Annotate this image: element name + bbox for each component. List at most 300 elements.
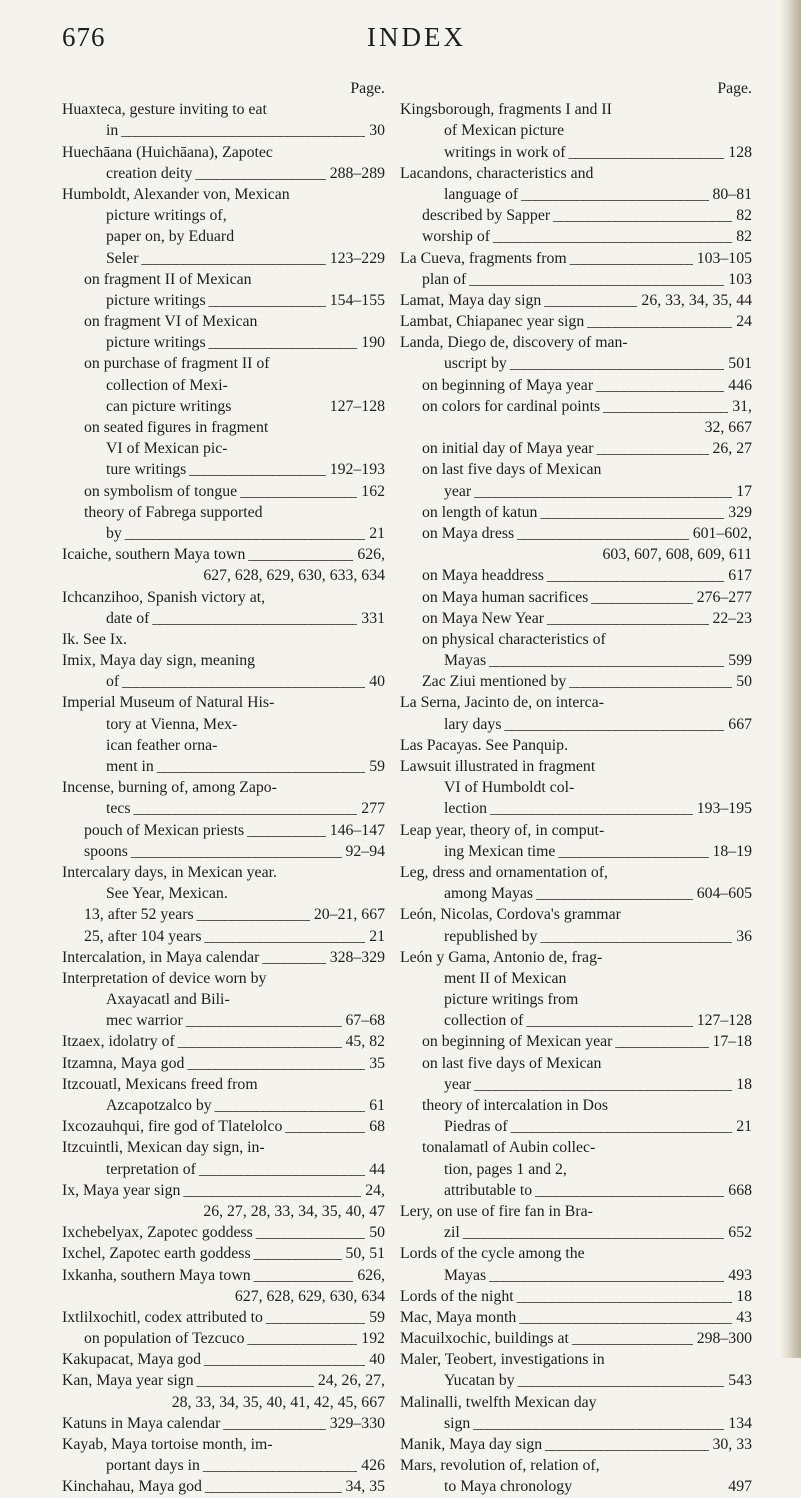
- page-reference: 80–81: [709, 184, 753, 205]
- index-entry: [62, 353, 385, 374]
- page-reference: 162: [357, 481, 385, 502]
- index-entry: [400, 99, 752, 120]
- index-entry: [62, 1074, 385, 1095]
- entry-text: ture writings: [106, 461, 187, 479]
- entry-text: Huechāana (Huichāana), Zapotec: [62, 143, 273, 161]
- index-entry: [400, 353, 752, 374]
- page-reference: 103: [724, 269, 752, 290]
- page-reference: 192: [357, 1328, 385, 1349]
- page-reference: 667: [724, 714, 752, 735]
- page-reference: 288–289: [326, 163, 385, 184]
- index-entry: [62, 565, 385, 586]
- page-reference: 134: [724, 1413, 752, 1434]
- entry-text: portant days in: [106, 1457, 200, 1475]
- entry-text: Seler: [106, 249, 139, 267]
- index-entry: [62, 1392, 385, 1413]
- index-entry: [400, 459, 752, 480]
- page-reference: 446: [724, 375, 752, 396]
- page-reference: 35: [365, 1053, 385, 1074]
- page-reference: 50, 51: [342, 1243, 386, 1264]
- index-entry: [62, 820, 385, 841]
- entry-text: Lords of the night: [400, 1287, 514, 1305]
- index-entry: [62, 1053, 385, 1074]
- index-entry: [400, 777, 752, 798]
- index-entry: [62, 1307, 385, 1328]
- index-entry: [400, 375, 752, 396]
- entry-text: Manik, Maya day sign: [400, 1436, 543, 1453]
- index-entry: [62, 947, 385, 968]
- entry-text: on Maya human sacrifices: [422, 588, 589, 606]
- entry-text: Imperial Museum of Natural His-: [62, 694, 275, 712]
- entry-text: on Maya dress: [422, 524, 515, 542]
- page-reference: 36: [732, 926, 752, 947]
- entry-text: theory of Fabrega supported: [84, 503, 263, 521]
- index-entry: [62, 1159, 385, 1180]
- entry-text: on purchase of fragment II of: [84, 355, 270, 373]
- entry-text: zil: [444, 1224, 460, 1242]
- page-reference: 601–602,: [689, 523, 752, 544]
- page-reference: 44: [365, 1159, 385, 1180]
- entry-text: uscript by: [444, 355, 507, 373]
- index-entry: [400, 184, 752, 205]
- entry-text: of Mexican picture: [444, 122, 565, 140]
- index-entry: [400, 1243, 752, 1264]
- entry-text: on beginning of Maya year: [422, 376, 594, 394]
- entry-text: on beginning of Mexican year: [422, 1033, 613, 1051]
- page-reference: 127–128: [693, 1010, 752, 1031]
- entry-text: Imix, Maya day sign, meaning: [62, 652, 256, 670]
- index-entry: [400, 841, 752, 862]
- page-reference: 626,: [353, 1265, 385, 1286]
- page-reference: 18: [732, 1074, 752, 1095]
- entry-text: 627, 628, 629, 630, 634: [234, 1287, 385, 1305]
- index-entry: [62, 629, 385, 650]
- index-entry: [62, 1116, 385, 1137]
- entry-text: Ixtlilxochitl, codex attributed to: [62, 1308, 263, 1326]
- page-reference: 68: [365, 1116, 385, 1137]
- page-reference: 146–147: [326, 820, 385, 841]
- page-reference: 50: [732, 671, 752, 692]
- entry-text: on initial day of Maya year: [422, 440, 594, 458]
- entry-text: Axayacatl and Bili-: [106, 991, 230, 1009]
- entry-text: mec warrior: [106, 1012, 183, 1030]
- page-reference: 298–300: [693, 1328, 752, 1349]
- entry-text: Yucatan by: [444, 1372, 515, 1390]
- entry-text: Ixkanha, southern Maya town: [62, 1266, 251, 1284]
- page-reference: 652: [724, 1222, 752, 1243]
- index-entry: [400, 926, 752, 947]
- index-entry: [400, 862, 752, 883]
- index-entry: [62, 692, 385, 713]
- index-entry: [400, 671, 752, 692]
- index-entry: [400, 544, 752, 565]
- index-entry: [400, 1328, 752, 1349]
- page-reference: 22–23: [709, 608, 753, 629]
- entry-text: 13, after 52 years: [84, 906, 194, 924]
- page-header: [62, 22, 771, 62]
- index-entry: [62, 841, 385, 862]
- entry-text: collection of: [444, 1012, 524, 1030]
- index-column-right: [400, 78, 752, 1498]
- page-reference: 154–155: [326, 290, 385, 311]
- entry-text: Kinchahau, Maya god: [62, 1478, 202, 1496]
- page-reference: 26, 33, 34, 35, 44: [637, 290, 752, 311]
- page-reference: 40: [365, 1349, 385, 1370]
- entry-text: picture writings of,: [106, 207, 227, 225]
- index-entry: [62, 926, 385, 947]
- entry-text: picture writings from: [444, 991, 579, 1009]
- entry-text: Mac, Maya month: [400, 1308, 517, 1326]
- index-entry: [400, 608, 752, 629]
- entry-text: Kakupacat, Maya god: [62, 1351, 202, 1369]
- index-entry: [62, 1010, 385, 1031]
- page-reference: 277: [357, 798, 385, 819]
- entry-text: on fragment II of Mexican: [84, 270, 252, 288]
- entry-text: La Cueva, fragments from: [400, 249, 567, 267]
- entry-text: Mayas: [444, 1266, 487, 1284]
- index-entry: [400, 692, 752, 713]
- page-reference: 599: [724, 650, 752, 671]
- page-reference: 18–19: [709, 841, 753, 862]
- entry-text: Lamat, Maya day sign: [400, 291, 542, 309]
- index-entry: [62, 1095, 385, 1116]
- index-entry: [62, 544, 385, 565]
- page-reference: 40: [365, 671, 385, 692]
- index-entry: [62, 1031, 385, 1052]
- page-reference: 59: [365, 756, 385, 777]
- entry-text: on colors for cardinal points: [422, 397, 601, 415]
- index-entry: [400, 120, 752, 141]
- entry-text: on symbolism of tongue: [84, 482, 238, 500]
- index-entry: [400, 502, 752, 523]
- entry-text: paper on, by Eduard: [106, 228, 235, 246]
- entry-text: terpretation of: [106, 1160, 196, 1178]
- page-reference: 543: [724, 1370, 752, 1391]
- entry-text: on length of katun: [422, 503, 538, 521]
- index-entry: [400, 820, 752, 841]
- index-entry: [400, 1180, 752, 1201]
- index-entry: [62, 608, 385, 629]
- entry-text: Interpretation of device worn by: [62, 969, 267, 987]
- page-reference: 18: [732, 1286, 752, 1307]
- entry-text: Ichcanzihoo, Spanish victory at,: [62, 588, 266, 606]
- entry-text: León, Nicolas, Cordova's grammar: [400, 906, 621, 924]
- index-entry: [400, 1413, 752, 1434]
- page-reference: 26, 27: [709, 438, 753, 459]
- page-reference: 59: [365, 1307, 385, 1328]
- page-reference: 193–195: [693, 798, 752, 819]
- entry-text: in: [106, 122, 119, 140]
- entry-text: pouch of Mexican priests: [84, 821, 245, 839]
- entry-text: collection of Mexi-: [106, 376, 228, 394]
- entry-text: Las Pacayas. See Panquip.: [400, 736, 569, 754]
- index-entry: [400, 1434, 752, 1455]
- entry-text: sign: [444, 1414, 471, 1432]
- entry-text: La Serna, Jacinto de, on interca-: [400, 694, 604, 712]
- index-entry: [62, 1349, 385, 1370]
- index-entry: [62, 163, 385, 184]
- index-entry: [62, 756, 385, 777]
- page-reference: 24: [732, 311, 752, 332]
- index-entry: [400, 481, 752, 502]
- index-entry: [400, 226, 752, 247]
- index-entry: [400, 1053, 752, 1074]
- entry-text: theory of intercalation in Dos: [422, 1097, 608, 1114]
- entry-text: tecs: [106, 800, 131, 818]
- index-entry: [400, 311, 752, 332]
- entry-text: described by Sapper: [422, 207, 551, 225]
- page-reference: 21: [365, 523, 385, 544]
- index-entry: [62, 1137, 385, 1158]
- entry-text: Ix, Maya year sign: [62, 1181, 181, 1199]
- page-reference: 17: [732, 481, 752, 502]
- entry-text: Maler, Teobert, investigations in: [400, 1351, 605, 1369]
- index-entry: [62, 862, 385, 883]
- entry-text: tion, pages 1 and 2,: [444, 1160, 567, 1178]
- index-entry: [400, 968, 752, 989]
- entry-text: date of: [106, 609, 150, 627]
- page-reference: 20–21, 667: [310, 904, 385, 925]
- index-entry: [400, 332, 752, 353]
- index-column-left: [62, 78, 385, 1498]
- entry-text: 32, 667: [704, 419, 752, 436]
- entry-text: Lords of the cycle among the: [400, 1245, 585, 1263]
- entry-text: Intercalation, in Maya calendar: [62, 948, 260, 966]
- index-entry: [62, 269, 385, 290]
- entry-text: on population of Tezcuco: [84, 1330, 245, 1348]
- entry-text: Humboldt, Alexander von, Mexican: [62, 185, 290, 203]
- entry-text: Kan, Maya year sign: [62, 1372, 194, 1390]
- entry-text: Itzcuintli, Mexican day sign, in-: [62, 1139, 265, 1157]
- index-entry: [400, 1476, 752, 1497]
- entry-text: Piedras of: [444, 1118, 508, 1136]
- page-reference: 50: [365, 1222, 385, 1243]
- entry-text: Itzaex, idolatry of: [62, 1033, 175, 1051]
- entry-text: Lacandons, characteristics and: [400, 164, 594, 182]
- entry-text: on seated figures in fragment: [84, 419, 269, 436]
- entry-text: picture writings: [106, 291, 206, 309]
- entry-text: lection: [444, 800, 487, 818]
- entry-text: Leap year, theory of, in comput-: [400, 821, 605, 839]
- page-reference: 24, 26, 27,: [314, 1370, 385, 1391]
- entry-text: 25, after 104 years: [84, 927, 202, 945]
- index-entry: [400, 396, 752, 417]
- index-entry: [62, 1286, 385, 1307]
- index-entry: [62, 1476, 385, 1497]
- index-entry: [62, 777, 385, 798]
- page-reference: 30: [365, 120, 385, 141]
- entry-text: plan of: [422, 270, 467, 288]
- entry-text: 28, 33, 34, 35, 40, 41, 42, 45, 667: [171, 1393, 385, 1411]
- page-reference: 30, 33: [709, 1434, 753, 1455]
- entry-text: VI of Humboldt col-: [444, 779, 575, 797]
- page-reference: 123–229: [326, 248, 385, 269]
- index-entry: [400, 1031, 752, 1052]
- index-entry: [62, 671, 385, 692]
- page-reference: 31,: [728, 396, 752, 417]
- index-entry: [400, 1222, 752, 1243]
- index-entry: [62, 1370, 385, 1391]
- entry-text: tonalamatl of Aubin collec-: [422, 1139, 596, 1157]
- page-reference: 497: [724, 1476, 752, 1497]
- entry-text: 26, 27, 28, 33, 34, 35, 40, 47: [203, 1202, 385, 1220]
- index-entry: [400, 947, 752, 968]
- index-entry: [62, 968, 385, 989]
- page-reference: 192–193: [326, 459, 385, 480]
- index-entry: [62, 1180, 385, 1201]
- page-reference: 329: [724, 502, 752, 523]
- page-reference: 24,: [361, 1180, 385, 1201]
- entry-text: Ixcozauhqui, fire god of Tlatelolco: [62, 1118, 283, 1136]
- index-entry: [400, 523, 752, 544]
- index-entry: [62, 587, 385, 608]
- entry-text: Icaiche, southern Maya town: [62, 546, 246, 564]
- index-entry: [400, 756, 752, 777]
- page-reference: 626,: [353, 544, 385, 565]
- index-entry: [62, 650, 385, 671]
- page-edge-shadow: [779, 0, 801, 1358]
- index-entry: [400, 163, 752, 184]
- index-entry: [62, 1201, 385, 1222]
- index-entry: [400, 248, 752, 269]
- entry-text: Zac Ziui mentioned by: [422, 673, 567, 691]
- page-reference: 21: [732, 1116, 752, 1137]
- entry-text: Macuilxochic, buildings at: [400, 1330, 569, 1348]
- index-entry: [62, 1243, 385, 1264]
- entry-text: on Maya headdress: [422, 567, 544, 585]
- entry-text: spoons: [84, 842, 128, 860]
- index-entry: [400, 269, 752, 290]
- entry-text: ican feather orna-: [106, 736, 218, 754]
- index-entry: [400, 290, 752, 311]
- entry-text: language of: [444, 185, 519, 203]
- index-entry: [400, 904, 752, 925]
- index-entry: [62, 714, 385, 735]
- index-entry: [400, 1137, 752, 1158]
- index-entry: [400, 735, 752, 756]
- page-reference: 190: [357, 332, 385, 353]
- page-reference: 45, 82: [342, 1031, 386, 1052]
- entry-text: Ixchel, Zapotec earth goddess: [62, 1245, 251, 1263]
- entry-text: VI of Mexican pic-: [106, 440, 228, 458]
- entry-text: Ixchebelyax, Zapotec goddess: [62, 1224, 253, 1242]
- entry-text: worship of: [422, 228, 491, 246]
- index-entry: [400, 1370, 752, 1391]
- index-entry: [62, 883, 385, 904]
- index-entry: [62, 311, 385, 332]
- index-entry: [400, 1116, 752, 1137]
- index-entry: [400, 1159, 752, 1180]
- index-entry: [400, 1095, 752, 1116]
- index-entry: [400, 1455, 752, 1476]
- entry-text: León y Gama, Antonio de, frag-: [400, 948, 603, 966]
- entry-text: ment in: [106, 758, 154, 775]
- running-title: INDEX: [367, 22, 466, 52]
- entry-text: by: [106, 524, 122, 542]
- entry-text: tory at Vienna, Mex-: [106, 715, 238, 733]
- entry-text: on last five days of Mexican: [422, 1054, 602, 1072]
- entry-text: Ik. See Ix.: [62, 630, 127, 648]
- index-entry: [400, 1201, 752, 1222]
- entry-text: Mars, revolution of, relation of,: [400, 1457, 600, 1475]
- page-reference: 127–128: [326, 396, 385, 417]
- entry-text: See Year, Mexican.: [106, 885, 228, 903]
- index-entry: [400, 1265, 752, 1286]
- entry-text: year: [444, 1075, 472, 1093]
- index-entry: [62, 184, 385, 205]
- index-entry: [62, 481, 385, 502]
- entry-text: year: [444, 482, 472, 500]
- entry-text: republished by: [444, 927, 538, 945]
- entry-text: ment II of Mexican: [444, 969, 567, 987]
- page-reference: 426: [357, 1455, 385, 1476]
- index-entry: [62, 332, 385, 353]
- index-entry: [62, 417, 385, 438]
- index-entry: [400, 1010, 752, 1031]
- page-reference: 82: [732, 205, 752, 226]
- entry-text: Lambat, Chiapanec year sign: [400, 313, 585, 331]
- page-reference: 43: [732, 1307, 752, 1328]
- index-entry: [62, 205, 385, 226]
- index-entry: [400, 587, 752, 608]
- entry-text: Mayas: [444, 652, 487, 670]
- entry-text: Azcapotzalco by: [106, 1097, 212, 1114]
- index-entry: [62, 1265, 385, 1286]
- page-reference: 276–277: [693, 587, 752, 608]
- page-reference: 668: [724, 1180, 752, 1201]
- entry-text: lary days: [444, 715, 502, 733]
- index-entry: [62, 904, 385, 925]
- entry-text: picture writings: [106, 334, 206, 352]
- entry-text: to Maya chronology: [444, 1478, 573, 1496]
- index-entry: [62, 1434, 385, 1455]
- index-entry: [62, 1455, 385, 1476]
- page-reference: 501: [724, 353, 752, 374]
- index-entry: [400, 417, 752, 438]
- entry-text: ing Mexican time: [444, 842, 556, 860]
- page-reference: 331: [357, 608, 385, 629]
- entry-text: Kayab, Maya tortoise month, im-: [62, 1436, 273, 1453]
- entry-text: Katuns in Maya calendar: [62, 1414, 221, 1432]
- entry-text: Leg, dress and ornamentation of,: [400, 863, 608, 881]
- index-entry: [62, 290, 385, 311]
- index-entry: [62, 798, 385, 819]
- index-entry: [400, 1392, 752, 1413]
- index-entry: [62, 375, 385, 396]
- index-entry: [62, 438, 385, 459]
- index-entry: [400, 1074, 752, 1095]
- entry-text: creation deity: [106, 164, 193, 182]
- index-entry: [400, 989, 752, 1010]
- page-reference: 128: [724, 142, 752, 163]
- entry-text: on fragment VI of Mexican: [84, 313, 258, 331]
- page-reference: 21: [365, 926, 385, 947]
- index-entry: [400, 883, 752, 904]
- page-reference: 17–18: [709, 1031, 753, 1052]
- index-entry: [400, 438, 752, 459]
- page-reference: 328–329: [326, 947, 385, 968]
- entry-text: Landa, Diego de, discovery of man-: [400, 334, 628, 352]
- entry-text: of: [106, 673, 120, 691]
- page-reference: 82: [732, 226, 752, 247]
- index-entry: [62, 459, 385, 480]
- entry-text: Intercalary days, in Mexican year.: [62, 863, 277, 881]
- entry-text: on last five days of Mexican: [422, 461, 602, 479]
- index-entry: [62, 502, 385, 523]
- entry-text: Lawsuit illustrated in fragment: [400, 758, 596, 775]
- entry-text: Malinalli, twelfth Mexican day: [400, 1393, 597, 1411]
- entry-text: among Mayas: [444, 885, 534, 903]
